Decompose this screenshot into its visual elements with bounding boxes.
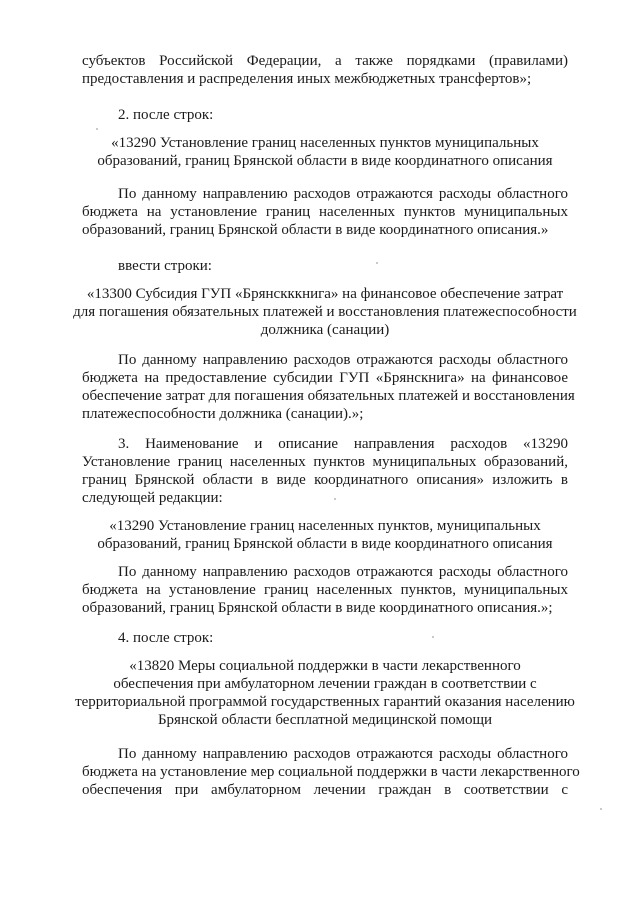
scan-speck [376, 262, 378, 264]
list-item-heading: 3. Наименование и описание направления расходов «13290 [118, 436, 568, 452]
paragraph-line: образований, границ Брянской области в виде координатного описания.» [82, 222, 549, 238]
list-item-line: границ Брянской области в виде координатного описания» изложить в [82, 472, 568, 488]
budget-code-title-line: образований, границ Брянской области в виде координатного описания [97, 536, 553, 552]
paragraph-line: По данному направлению расходов отражаются расходы областного [118, 352, 568, 368]
paragraph-continuation-line: предоставления и распределения иных межбюджетных трансфертов»; [82, 71, 532, 87]
budget-code-title-line: «13300 Субсидия ГУП «Брянскккнига» на финансовое обеспечение затрат [86, 286, 564, 302]
paragraph-line: бюджета на предоставление субсидии ГУП «Брянскнига» на финансовое [82, 370, 568, 386]
budget-code-title-line: «13290 Установление границ населенных пунктов, муниципальных [109, 518, 541, 534]
budget-code-title-line: «13820 Меры социальной поддержки в части лекарственного [129, 658, 521, 674]
list-item-heading: 2. после строк: [118, 107, 214, 123]
budget-code-title-line: для погашения обязательных платежей и восстановления платежеспособности [73, 304, 577, 320]
paragraph-line: бюджета на установление границ населенных пунктов муниципальных [82, 204, 568, 220]
paragraph-continuation-line: субъектов Российской Федерации, а также порядками (правилами) [82, 53, 568, 69]
paragraph-line: обеспечение затрат для погашения обязательных платежей и восстановления [82, 388, 575, 404]
budget-code-title-line: должника (санации) [260, 322, 390, 338]
budget-code-title-line: образований, границ Брянской области в виде координатного описания [97, 153, 553, 169]
scan-speck [334, 498, 336, 500]
list-item-heading: 4. после строк: [118, 630, 214, 646]
paragraph-line: По данному направлению расходов отражаются расходы областного [118, 746, 568, 762]
paragraph-line: платежеспособности должника (санации).»; [82, 406, 364, 422]
paragraph-line: По данному направлению расходов отражаются расходы областного [118, 564, 568, 580]
paragraph-line: бюджета на установление мер социальной поддержки в части лекарственного [82, 764, 580, 780]
paragraph-line: По данному направлению расходов отражаются расходы областного [118, 186, 568, 202]
scan-speck [600, 808, 602, 810]
scan-speck [432, 636, 434, 638]
scan-speck [96, 128, 98, 130]
budget-code-title-line: обеспечения при амбулаторном лечении граждан в соответствии с [113, 676, 537, 692]
instruction-text: ввести строки: [118, 258, 212, 274]
paragraph-line: образований, границ Брянской области в виде координатного описания.»; [82, 600, 553, 616]
list-item-line: Установление границ населенных пунктов муниципальных образований, [82, 454, 568, 470]
budget-code-title-line: Брянской области бесплатной медицинской помощи [157, 712, 493, 728]
paragraph-line: обеспечения при амбулаторном лечении граждан в соответствии с [82, 782, 568, 798]
budget-code-title-line: территориальной программой государственных гарантий оказания населению [75, 694, 575, 710]
budget-code-title-line: «13290 Установление границ населенных пунктов муниципальных [111, 135, 539, 151]
list-item-line: следующей редакции: [82, 490, 223, 506]
paragraph-line: бюджета на установление границ населенных пунктов, муниципальных [82, 582, 568, 598]
